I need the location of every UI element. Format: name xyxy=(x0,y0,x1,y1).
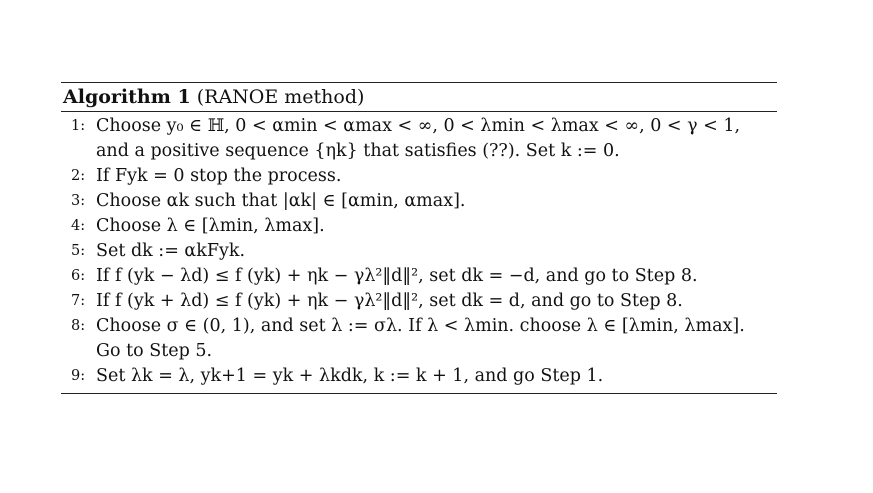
step-number: 7: xyxy=(71,293,86,309)
step-4 xyxy=(61,214,777,239)
step-8 xyxy=(61,314,777,364)
step-text: Choose λ ∈ [λmin, λmax]. xyxy=(96,216,325,236)
step-text: Choose αk such that |αk| ∈ [αmin, αmax]. xyxy=(96,191,466,211)
step-number: 6: xyxy=(71,268,86,284)
step-text: If f (yk − λd) ≤ f (yk) + ηk − γλ²‖d‖², set dk = −d, and go to Step 8. xyxy=(96,266,698,286)
step-text: Set dk := αkFyk. xyxy=(96,241,246,261)
algorithm-header xyxy=(61,83,777,111)
step-text: If Fyk = 0 stop the process. xyxy=(96,166,342,186)
step-number: 4: xyxy=(71,218,86,234)
algorithm-box xyxy=(61,82,777,394)
step-text-continued: Go to Step 5. xyxy=(96,341,213,361)
bottom-rule xyxy=(61,393,777,394)
step-6 xyxy=(61,264,777,289)
step-number: 3: xyxy=(71,193,86,209)
step-number: 2: xyxy=(71,168,86,184)
step-3 xyxy=(61,189,777,214)
step-text: Choose σ ∈ (0, 1), and set λ := σλ. If λ < λmin. choose λ ∈ [λmin, λmax]. xyxy=(96,316,745,336)
step-text: Choose y₀ ∈ ℍ, 0 < αmin < αmax < ∞, 0 < λmin < λmax < ∞, 0 < γ < 1, xyxy=(96,116,741,136)
algorithm-label: Algorithm 1 xyxy=(63,86,191,108)
step-number: 1: xyxy=(71,118,86,134)
step-text-continued: and a positive sequence {ηk} that satisfies (??). Set k := 0. xyxy=(96,141,620,161)
step-9 xyxy=(61,364,777,389)
step-1 xyxy=(61,114,777,164)
algorithm-steps xyxy=(61,112,777,389)
step-number: 5: xyxy=(71,243,86,259)
step-number: 9: xyxy=(71,368,86,384)
algorithm-name: (RANOE method) xyxy=(196,86,365,108)
step-text: If f (yk + λd) ≤ f (yk) + ηk − γλ²‖d‖², set dk = d, and go to Step 8. xyxy=(96,291,683,311)
step-number: 8: xyxy=(71,318,86,334)
step-5 xyxy=(61,239,777,264)
step-text: Set λk = λ, yk+1 = yk + λkdk, k := k + 1, and go Step 1. xyxy=(96,366,604,386)
step-7 xyxy=(61,289,777,314)
step-2 xyxy=(61,164,777,189)
